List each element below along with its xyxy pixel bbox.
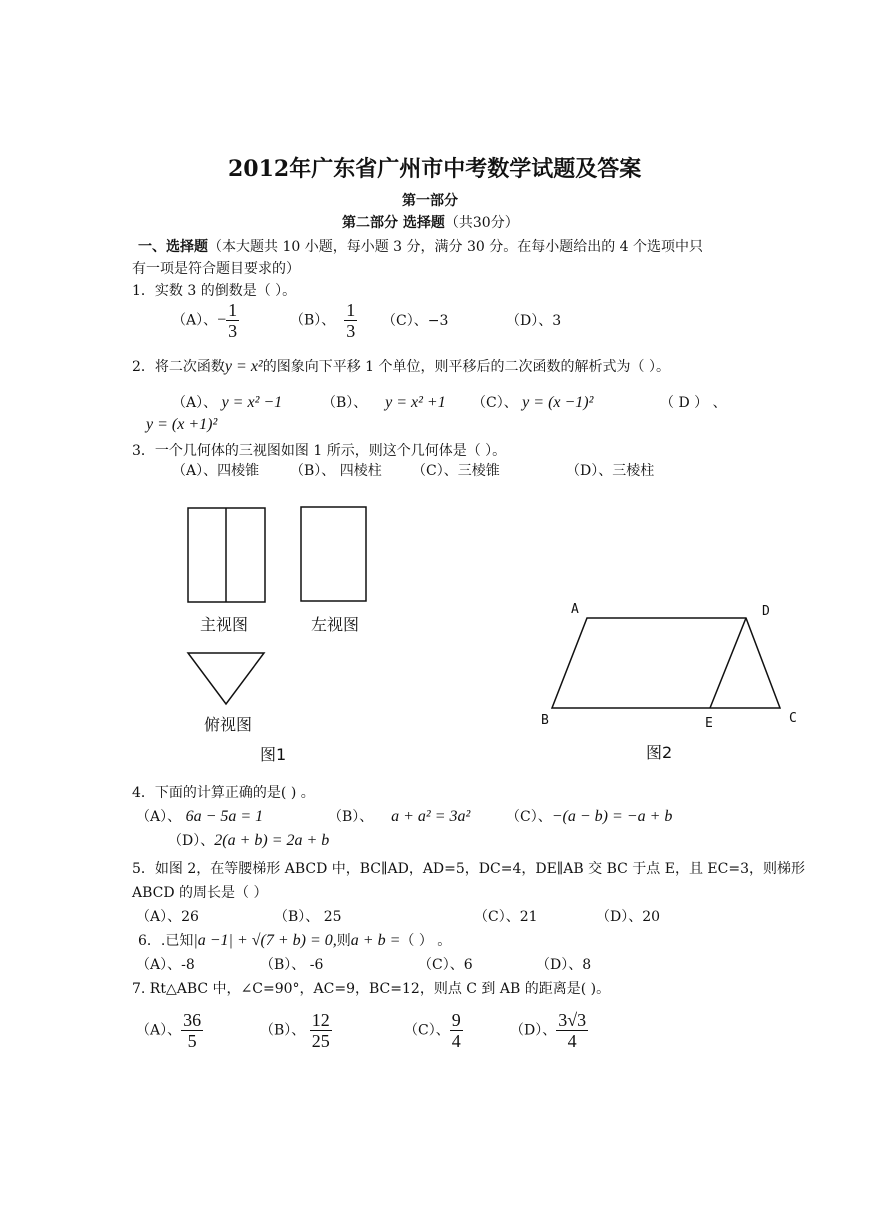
- q7-a-denominator: 5: [187, 1031, 197, 1051]
- q4-a-label: （A）、: [136, 809, 182, 825]
- q2-a-expression: y = x² −1: [221, 394, 283, 411]
- q7-option-b: [260, 1010, 332, 1051]
- q5-option-a: （A）、26: [136, 909, 199, 925]
- q7-option-d: [510, 1010, 588, 1051]
- q6-option-a: （A）、-8: [136, 957, 195, 973]
- side-view-label: 左视图: [311, 615, 360, 634]
- front-view-label: 主视图: [200, 615, 249, 634]
- top-view-triangle: [188, 653, 264, 704]
- q6-option-d: （D）、8: [536, 957, 592, 973]
- page-title: 2012年广东省广州市中考数学试题及答案: [228, 156, 642, 182]
- section-instructions-line2: 有一项是符合题目要求的）: [132, 261, 300, 277]
- q2-d-expression: y = (x +1)²: [146, 416, 218, 433]
- question-5-line2: ABCD 的周长是（ ）: [132, 885, 268, 901]
- question-4-stem: 4．下面的计算正确的是( ) 。: [132, 785, 315, 801]
- q7-d-denominator: 4: [567, 1031, 577, 1051]
- question-5-line1: 5．如图 2，在等腰梯形 ABCD 中，BC∥AD，AD=5，DC=4，DE∥AB 交 BC 于点 E，且 EC=3，则梯形: [132, 861, 805, 877]
- q7-c-fraction: [450, 1010, 463, 1051]
- trapezoid-abcd: [552, 618, 780, 708]
- q7-option-c: [404, 1010, 463, 1051]
- q1-b-denominator: 3: [346, 321, 356, 341]
- top-view-label: 俯视图: [204, 715, 253, 734]
- q4-d-expression: 2(a + b) = 2a + b: [214, 832, 330, 849]
- point-a-label: A: [571, 602, 579, 617]
- part-two-score: （共30分）: [444, 215, 519, 231]
- q4-option-a: [136, 806, 263, 826]
- point-b-label: B: [541, 713, 549, 728]
- q1-a-denominator: 3: [228, 321, 238, 341]
- q7-c-denominator: 4: [451, 1031, 461, 1051]
- q4-a-expression: 6a − 5a = 1: [185, 808, 264, 825]
- q3-option-a: （A）、四棱锥: [172, 463, 260, 479]
- point-d-label: D: [762, 604, 770, 619]
- instructions-text-1: （本大题共 10 小题，每小题 3 分，满分 30 分。在每小题给出的 4 个选项中只: [208, 239, 704, 255]
- q2-a-label: （A）、: [172, 395, 218, 411]
- side-view-rect: [301, 507, 366, 601]
- q7-stem-suffix: ∠C=90°，AC=9，BC=12，则点 C 到 AB 的距离是( )。: [240, 981, 611, 997]
- q6-option-b: （B）、 -6: [260, 957, 324, 973]
- question-6-stem: [138, 930, 451, 950]
- q7-a-label: （A）、: [136, 1022, 182, 1039]
- section-heading: 一、选择题: [138, 239, 208, 255]
- q7-b-numerator: 12: [311, 1010, 330, 1030]
- q7-b-fraction: [310, 1010, 332, 1051]
- figure-1-caption: 图1: [260, 745, 287, 764]
- q2-b-label: （B）、: [322, 395, 368, 411]
- q2-stem-prefix: 2．将二次函数: [132, 359, 225, 375]
- q6-stem-suffix: （ ） 。: [400, 933, 452, 949]
- q4-option-c: [506, 806, 672, 826]
- q6-stem-then: 则: [336, 933, 351, 949]
- q7-option-a: [136, 1010, 203, 1051]
- q4-b-label: （B）、: [328, 809, 374, 825]
- q6-stem-prefix: 6．.已知: [138, 933, 194, 949]
- q3-option-d: （D）、三棱柱: [566, 463, 655, 479]
- q7-c-numerator: 9: [451, 1010, 461, 1030]
- q4-d-label: （D）、: [168, 833, 215, 849]
- q1-a-numerator: 1: [228, 300, 238, 320]
- q5-option-b: （B）、 25: [274, 909, 342, 925]
- q6-stem-expression-2: a + b =: [350, 932, 401, 949]
- q4-option-d: [168, 830, 329, 850]
- q7-a-fraction: [181, 1010, 203, 1051]
- q3-option-b: （B）、 四棱柱: [290, 463, 382, 479]
- q7-b-denominator: 25: [311, 1031, 330, 1051]
- q7-a-numerator: 36: [183, 1010, 202, 1030]
- q4-c-label: （C）、: [506, 809, 552, 825]
- q5-option-c: （C）、21: [474, 909, 538, 925]
- q6-option-c: （C）、6: [418, 957, 473, 973]
- q1-option-d: （D）、3: [506, 313, 562, 329]
- q5-option-d: （D）、20: [596, 909, 661, 925]
- q2-c-label: （C）、: [472, 395, 518, 411]
- q7-d-fraction: [556, 1010, 588, 1051]
- q7-stem-prefix: 7. Rt△ABC 中，: [132, 981, 241, 997]
- point-c-label: C: [789, 711, 797, 726]
- q2-stem-suffix: 的图象向下平移 1 个单位，则平移后的二次函数的解析式为（ ）。: [262, 359, 670, 375]
- q7-c-label: （C）、: [404, 1022, 450, 1039]
- figure-2-caption: 图2: [646, 743, 673, 762]
- q7-d-label: （D）、: [510, 1022, 557, 1039]
- part-two-title: 第二部分 选择题: [342, 215, 445, 231]
- q1-a-sign: −: [217, 311, 227, 329]
- q1-a-label: （A）、: [172, 312, 218, 329]
- part-one-heading: 第一部分: [402, 193, 458, 209]
- q1-b-label: （B）、: [290, 312, 336, 329]
- q2-option-d-label: （ D ） 、: [660, 395, 727, 411]
- question-7-stem: [132, 978, 610, 998]
- q1-b-numerator: 1: [346, 300, 356, 320]
- point-e-label: E: [705, 716, 713, 731]
- question-1-stem: 1．实数 3 的倒数是（ ）。: [132, 283, 297, 299]
- q1-option-c: （C）、−3: [382, 313, 449, 329]
- q7-d-numerator: 3√3: [558, 1010, 587, 1030]
- q7-b-label: （B）、: [260, 1022, 306, 1039]
- q6-stem-expression: |a −1| + √(7 + b) = 0,: [193, 932, 337, 949]
- q2-b-expression: y = x² +1: [385, 394, 446, 411]
- q4-b-expression: a + a² = 3a²: [391, 808, 471, 825]
- q2-stem-expression: y = x²: [224, 358, 263, 375]
- q4-c-expression: −(a − b) = −a + b: [551, 808, 673, 825]
- q2-c-expression: y = (x −1)²: [522, 394, 594, 411]
- segment-de: [710, 618, 746, 708]
- question-3-stem: 3．一个几何体的三视图如图 1 所示，则这个几何体是（ ）。: [132, 443, 507, 459]
- q3-option-c: （C）、三棱锥: [412, 463, 500, 479]
- q4-option-b: [328, 806, 470, 826]
